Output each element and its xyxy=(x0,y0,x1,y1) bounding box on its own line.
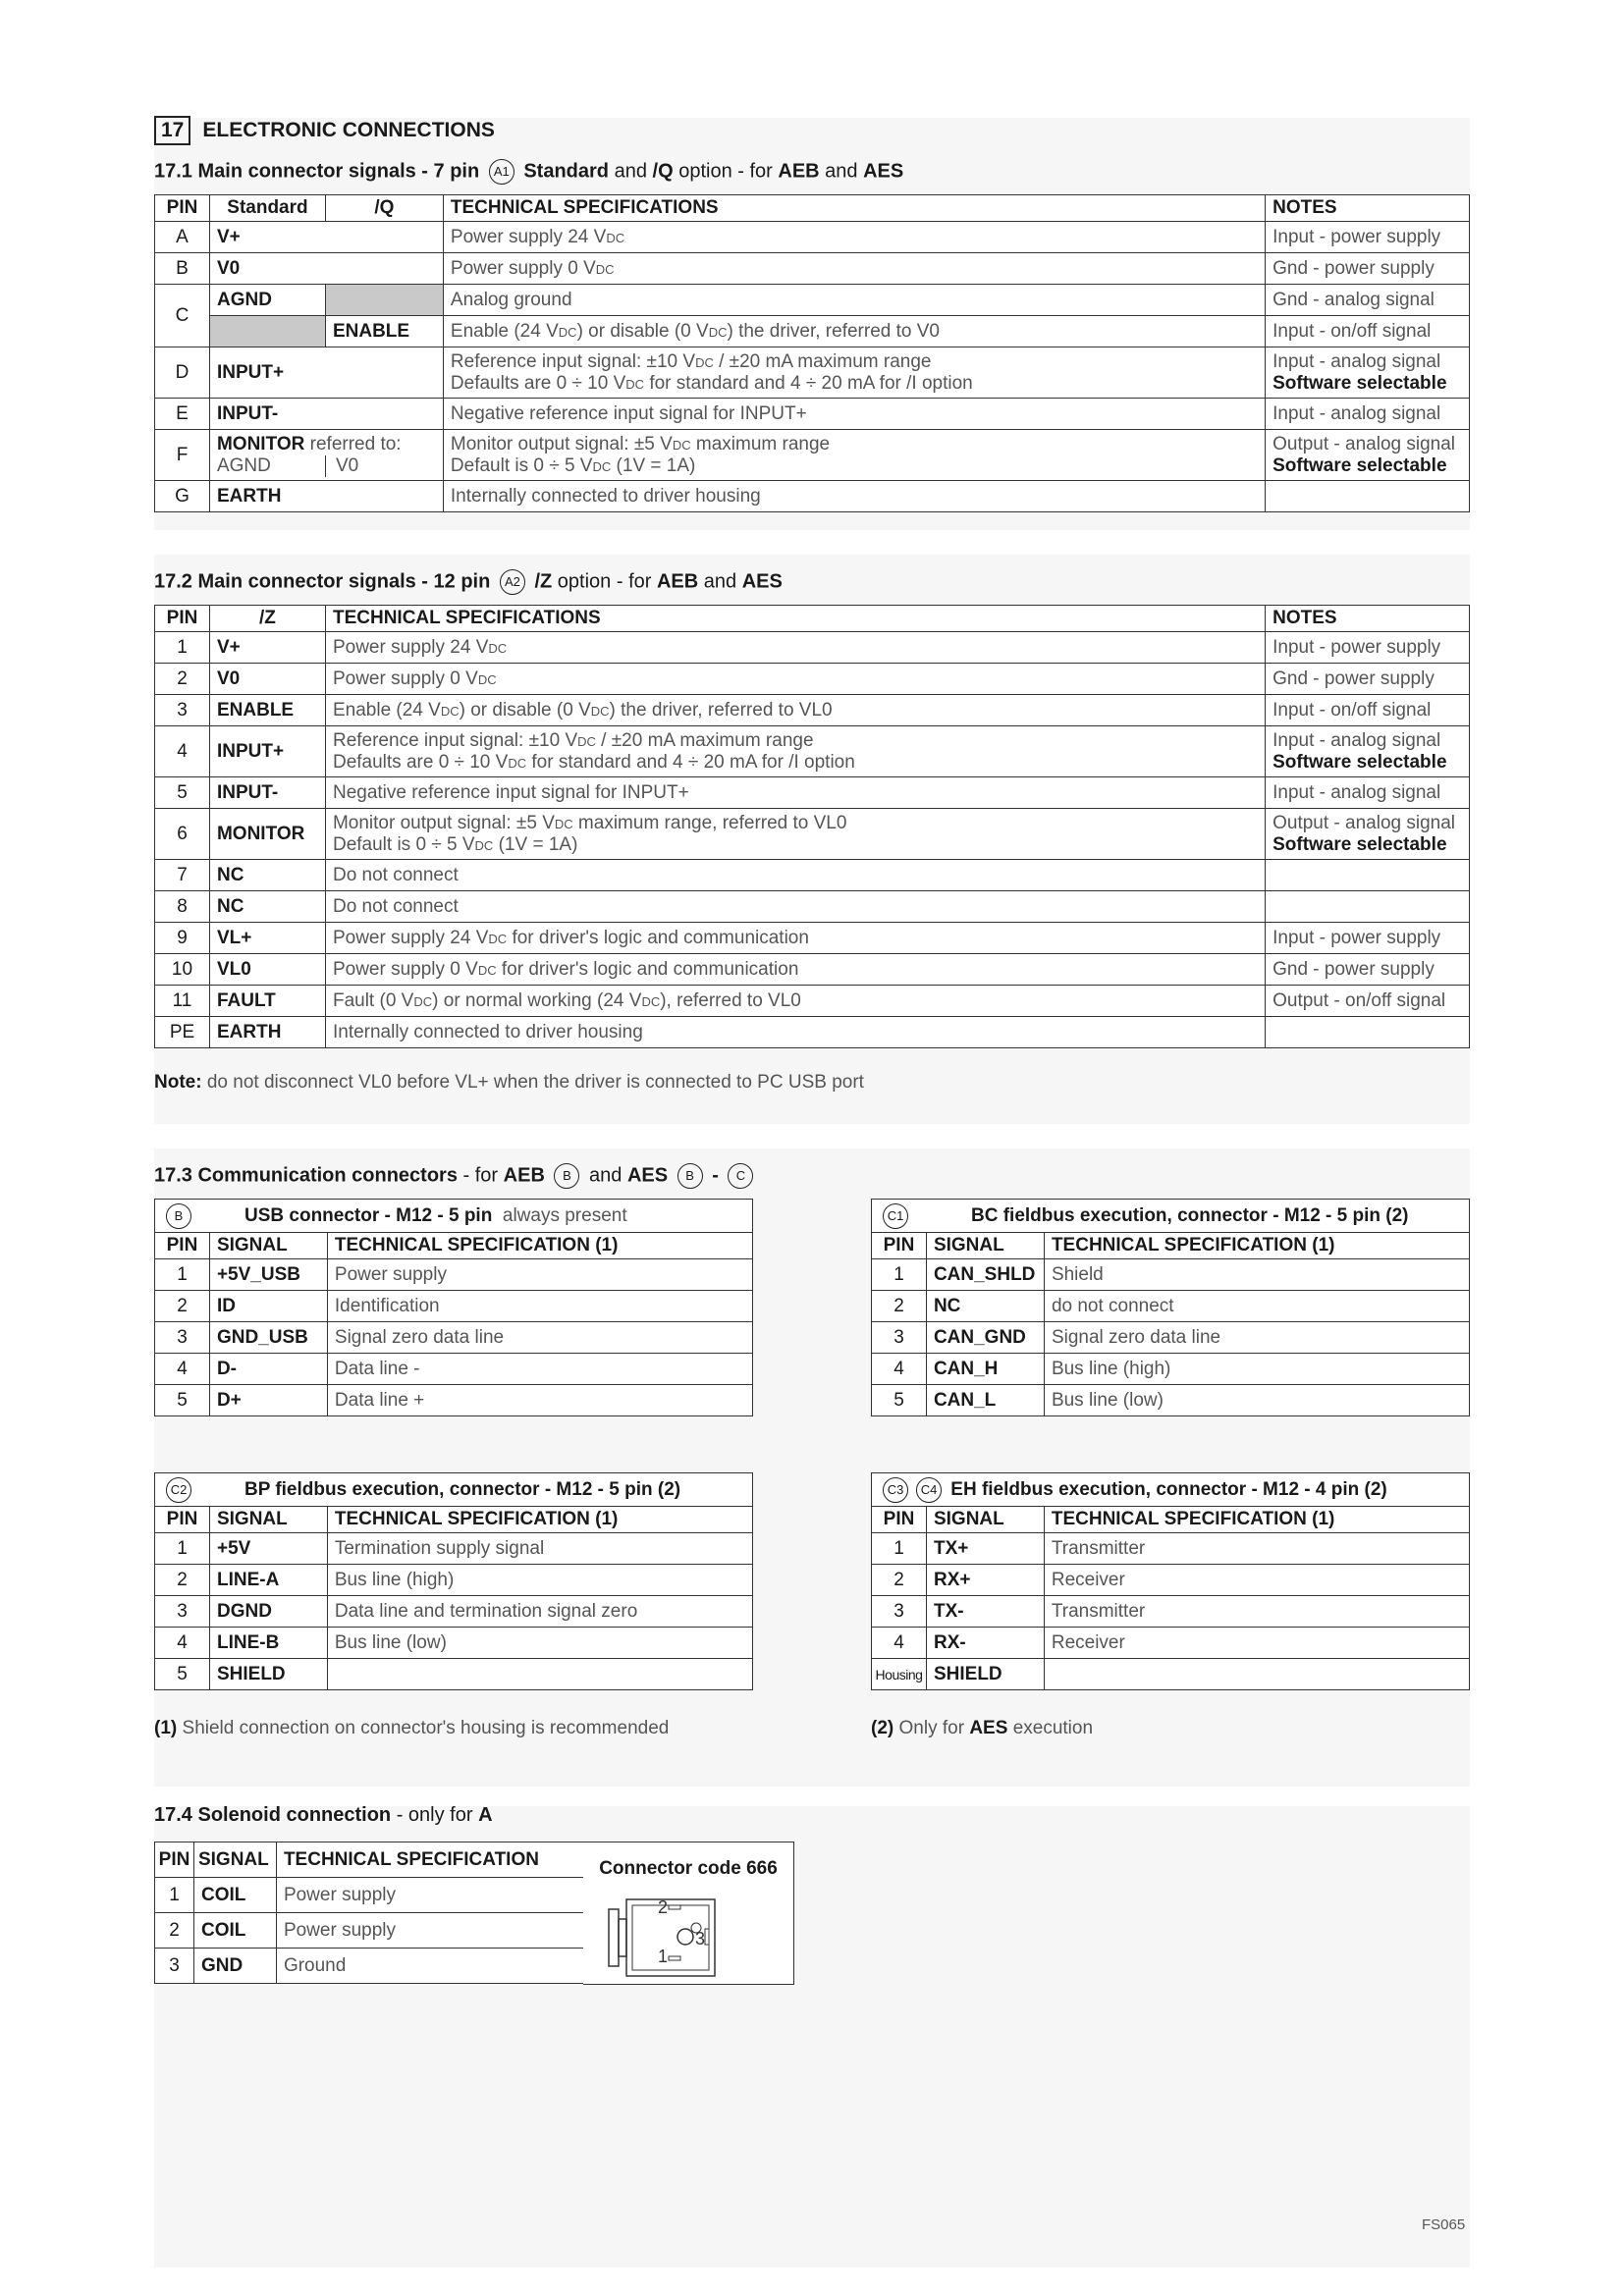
solenoid-table xyxy=(154,1842,584,1984)
table-row: 10 VL0 Power supply 0 VDC for driver's logic and communication Gnd - power supply xyxy=(155,954,1470,986)
s172-title: 17.2 Main connector signals - 12 pin A2 /Z option - for AEB and AES xyxy=(154,569,783,595)
table-row: 3 ENABLE Enable (24 VDC) or disable (0 VDC) the driver, referred to VL0 Input - on/off signal xyxy=(155,695,1470,726)
table-title-row: C1 BC fieldbus execution, connector - M12 - 5 pin (2) xyxy=(872,1200,1470,1233)
table-row: E INPUT- Negative reference input signal for INPUT+ Input - analog signal xyxy=(155,399,1470,430)
table-row: 1 CAN_SHLD Shield xyxy=(872,1259,1470,1291)
s174-title: 17.4 Solenoid connection - only for A xyxy=(154,1804,493,1826)
table-header-row: PIN SIGNAL TECHNICAL SPECIFICATION xyxy=(155,1842,584,1878)
c1-badge-icon: C1 xyxy=(883,1203,908,1229)
table-row: 5 SHIELD xyxy=(155,1659,753,1690)
pin-label-3: 3 xyxy=(695,1929,706,1949)
table-row: 2 RX+ Receiver xyxy=(872,1565,1470,1596)
table-header-row: PIN SIGNAL TECHNICAL SPECIFICATION (1) xyxy=(872,1507,1470,1533)
table-row: PE EARTH Internally connected to driver housing xyxy=(155,1017,1470,1048)
solenoid-connector-diagram-icon xyxy=(583,1892,793,1980)
table-row: 2 COIL Power supply xyxy=(155,1913,584,1949)
table-row: C AGND Analog ground Gnd - analog signal xyxy=(155,285,1470,316)
s173-title: 17.3 Communication connectors - for AEB B and AES B - C xyxy=(154,1163,757,1189)
table-title-row: C2 BP fieldbus execution, connector - M12 - 5 pin (2) xyxy=(155,1473,753,1507)
table-row: 5 INPUT- Negative reference input signal for INPUT+ Input - analog signal xyxy=(155,777,1470,809)
table-row: 2 LINE-A Bus line (high) xyxy=(155,1565,753,1596)
table-row: 3 TX- Transmitter xyxy=(872,1596,1470,1628)
table-row: G EARTH Internally connected to driver housing xyxy=(155,481,1470,512)
table-row: 5 D+ Data line + xyxy=(155,1385,753,1416)
bc-connector-table xyxy=(871,1199,1470,1416)
table-header-row: PIN Standard /Q TECHNICAL SPECIFICATIONS NOTES xyxy=(155,195,1470,222)
table-row: 3 GND_USB Signal zero data line xyxy=(155,1322,753,1354)
a1-badge-icon: A1 xyxy=(489,159,514,185)
s171-table xyxy=(154,194,1470,512)
table-row: 2 V0 Power supply 0 VDC Gnd - power supply xyxy=(155,664,1470,695)
table-row: ENABLE Enable (24 VDC) or disable (0 VDC) the driver, referred to V0 Input - on/off signal xyxy=(155,316,1470,347)
table-row: 2 ID Identification xyxy=(155,1291,753,1322)
table-row: 4 INPUT+ Reference input signal: ±10 VDC / ±20 mA maximum range Defaults are 0 ÷ 10 VDC for standard and 4 ÷ 20 mA for /I option Input - analog signal Software selectable xyxy=(155,726,1470,777)
c3-badge-icon: C3 xyxy=(883,1477,908,1503)
table-row: 1 +5V_USB Power supply xyxy=(155,1259,753,1291)
table-row: 3 CAN_GND Signal zero data line xyxy=(872,1322,1470,1354)
table-row: 2 NC do not connect xyxy=(872,1291,1470,1322)
table-header-row: PIN SIGNAL TECHNICAL SPECIFICATION (1) xyxy=(872,1233,1470,1259)
b-badge-icon: B xyxy=(554,1163,579,1189)
table-row: 9 VL+ Power supply 24 VDC for driver's logic and communication Input - power supply xyxy=(155,923,1470,954)
s171-title: 17.1 Main connector signals - 7 pin A1 Standard and /Q option - for AEB and AES xyxy=(154,159,903,185)
section-title: ELECTRONIC CONNECTIONS xyxy=(202,119,495,141)
document-code: FS065 xyxy=(1422,2216,1466,2233)
table-row: 7 NC Do not connect xyxy=(155,860,1470,891)
usb-connector-table xyxy=(154,1199,753,1416)
pin-label-1: 1 xyxy=(658,1947,669,1966)
table-row: D INPUT+ Reference input signal: ±10 VDC / ±20 mA maximum range Defaults are 0 ÷ 10 VDC for standard and 4 ÷ 20 mA for /I option Input - analog signal Software selectable xyxy=(155,347,1470,399)
table-title-row: C3 C4 EH fieldbus execution, connector - M12 - 4 pin (2) xyxy=(872,1473,1470,1507)
table-row: 4 RX- Receiver xyxy=(872,1628,1470,1659)
bp-connector-table xyxy=(154,1472,753,1690)
section-header xyxy=(154,116,495,145)
a2-badge-icon: A2 xyxy=(500,569,525,595)
b-badge-icon: B xyxy=(166,1203,191,1229)
footnote-2: (2) Only for AES execution xyxy=(871,1718,1094,1738)
table-title-row: B USB connector - M12 - 5 pin always present xyxy=(155,1200,753,1233)
eh-connector-table xyxy=(871,1472,1470,1690)
table-row: 1 +5V Termination supply signal xyxy=(155,1533,753,1565)
connector-box xyxy=(583,1842,794,1985)
table-row: 3 DGND Data line and termination signal zero xyxy=(155,1596,753,1628)
table-header-row: PIN /Z TECHNICAL SPECIFICATIONS NOTES xyxy=(155,606,1470,632)
section-number: 17 xyxy=(154,116,190,145)
table-row: 1 TX+ Transmitter xyxy=(872,1533,1470,1565)
table-row: 5 CAN_L Bus line (low) xyxy=(872,1385,1470,1416)
table-row: 1 V+ Power supply 24 VDC Input - power supply xyxy=(155,632,1470,664)
table-header-row: PIN SIGNAL TECHNICAL SPECIFICATION (1) xyxy=(155,1507,753,1533)
footnote-1: (1) Shield connection on connector's housing is recommended xyxy=(154,1718,670,1738)
s172-note: Note: do not disconnect VL0 before VL+ when the driver is connected to PC USB port xyxy=(154,1072,864,1093)
table-row: 1 COIL Power supply xyxy=(155,1878,584,1913)
table-row: 4 D- Data line - xyxy=(155,1354,753,1385)
s172-table xyxy=(154,605,1470,1048)
c4-badge-icon: C4 xyxy=(916,1477,942,1503)
table-row: B V0 Power supply 0 VDC Gnd - power supply xyxy=(155,253,1470,285)
table-header-row: PIN SIGNAL TECHNICAL SPECIFICATION (1) xyxy=(155,1233,753,1259)
table-row: 8 NC Do not connect xyxy=(155,891,1470,923)
table-row: 6 MONITOR Monitor output signal: ±5 VDC maximum range, referred to VL0 Default is 0 ÷ 5 VDC (1V = 1A) Output - analog signal Software selectable xyxy=(155,809,1470,860)
c2-badge-icon: C2 xyxy=(166,1477,191,1503)
pin-label-2: 2 xyxy=(658,1897,669,1917)
table-row: A V+ Power supply 24 VDC Input - power supply xyxy=(155,222,1470,253)
table-row: 4 CAN_H Bus line (high) xyxy=(872,1354,1470,1385)
table-row: 11 FAULT Fault (0 VDC) or normal working (24 VDC), referred to VL0 Output - on/off signal xyxy=(155,986,1470,1017)
connector-code-label: Connector code 666 xyxy=(599,1858,778,1879)
table-row: 4 LINE-B Bus line (low) xyxy=(155,1628,753,1659)
table-row: 3 GND Ground xyxy=(155,1949,584,1984)
c-badge-icon: C xyxy=(728,1163,753,1189)
b-badge-icon: B xyxy=(677,1163,703,1189)
table-row: Housing SHIELD xyxy=(872,1659,1470,1690)
table-row: F MONITOR referred to: AGND V0 Monitor output signal: ±5 VDC maximum range Default is 0 ÷ 5 VDC (1V = 1A) Output - analog signal Software selectable xyxy=(155,430,1470,481)
